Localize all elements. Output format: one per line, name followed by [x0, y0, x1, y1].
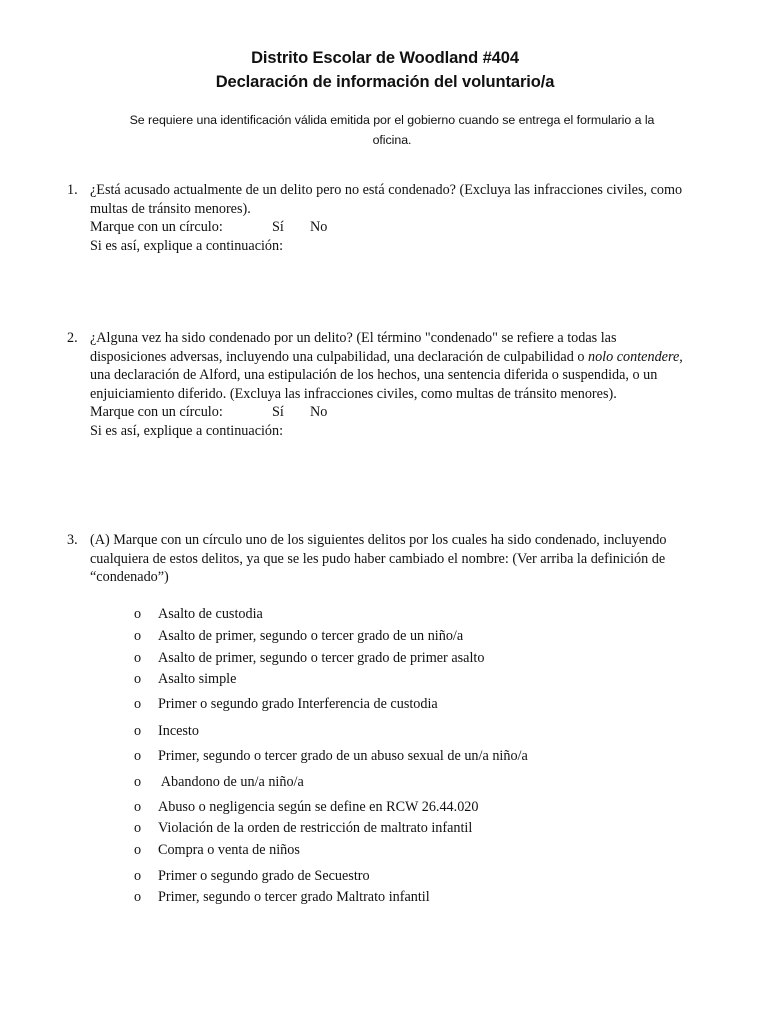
question-3-text-line-1: (A) Marque con un círculo uno de los siguientes delitos por los cuales ha sido condenado, incluyendo [90, 532, 667, 548]
bullet-o: o [134, 696, 142, 712]
question-2-explain-label: Si es así, explique a continuación: [90, 422, 284, 439]
offense-option[interactable] [134, 867, 370, 886]
question-1-circle-row [90, 218, 730, 237]
bullet-o: o [134, 868, 142, 884]
id-requirement-note [90, 111, 694, 150]
offense-option[interactable] [134, 670, 236, 689]
offense-option-label: Abuso o negligencia según se define en RCW 26.44.020 [158, 799, 479, 815]
offense-option-label: Incesto [158, 723, 199, 739]
question-2-yes-option[interactable]: Sí [272, 404, 284, 420]
bullet-o: o [134, 650, 142, 666]
question-1-no-option[interactable]: No [310, 219, 328, 235]
id-requirement-line-2: oficina. [372, 132, 412, 147]
question-2-no-option[interactable]: No [310, 404, 328, 420]
bullet-o: o [134, 820, 142, 836]
offense-option[interactable] [134, 747, 528, 766]
question-3 [90, 531, 730, 587]
question-1-circle-label: Marque con un círculo: [90, 219, 223, 235]
question-1-number: 1. [67, 182, 78, 198]
id-requirement-line-1: Se requiere una identificación válida emitida por el gobierno cuando se entrega el formulario a la [129, 113, 655, 127]
form-title-line-2: Declaración de información del voluntario/a [215, 73, 555, 91]
question-2-text-line-2-start: disposiciones adversas, incluyendo una culpabilidad, una declaración de culpabilidad o [90, 348, 588, 365]
form-title-line-1: Distrito Escolar de Woodland #404 [251, 49, 519, 67]
nolo-contendere-term: nolo contendere [587, 348, 680, 365]
offense-option[interactable] [134, 841, 300, 860]
offense-option-label: Asalto de primer, segundo o tercer grado de un niño/a [158, 628, 464, 644]
question-2-number: 2. [67, 330, 78, 346]
offense-option[interactable] [134, 888, 430, 907]
question-2-circle-label: Marque con un círculo: [90, 404, 223, 420]
offense-option-label: Primer, segundo o tercer grado Maltrato infantil [158, 889, 430, 905]
question-1-yes-option[interactable]: Sí [272, 219, 284, 235]
offense-option[interactable] [134, 773, 304, 792]
offense-option[interactable] [134, 627, 463, 646]
question-2-text-line-3: una declaración de Alford, una estipulación de los hechos, una sentencia diferida o suspendida, o un [90, 367, 658, 383]
question-3-number: 3. [67, 532, 78, 548]
question-3-text-line-3: “condenado”) [90, 569, 169, 585]
bullet-o: o [134, 774, 142, 790]
question-2-text-line-4: enjuiciamiento diferido. (Excluya las infracciones civiles, como multas de tránsito menores). [90, 385, 617, 402]
offense-option[interactable] [134, 722, 199, 741]
question-2-circle-row [90, 403, 730, 422]
bullet-o: o [134, 606, 142, 622]
offense-option[interactable] [134, 695, 438, 714]
offense-option-label: Abandono de un/a niño/a [158, 774, 304, 790]
offense-option[interactable] [134, 649, 484, 668]
question-1-text-line-1: ¿Está acusado actualmente de un delito pero no está condenado? (Excluya las infracciones civiles, como [90, 182, 683, 198]
bullet-o: o [134, 799, 142, 815]
bullet-o: o [134, 723, 142, 739]
question-2-text-line-2 [90, 348, 730, 367]
offense-option-label: Asalto de custodia [158, 606, 263, 622]
question-2 [90, 329, 730, 440]
offense-option-label: Primer, segundo o tercer grado de un abuso sexual de un/a niño/a [158, 748, 528, 764]
bullet-o: o [134, 842, 142, 858]
offense-option-label: Primer o segundo grado de Secuestro [158, 868, 370, 884]
bullet-o: o [134, 628, 142, 644]
offense-option-label: Asalto simple [158, 671, 237, 687]
offense-option[interactable] [134, 605, 263, 624]
question-1 [90, 181, 730, 255]
offense-option-label: Primer o segundo grado Interferencia de custodia [158, 696, 438, 712]
offense-option-label: Asalto de primer, segundo o tercer grado de primer asalto [158, 650, 485, 666]
bullet-o: o [134, 748, 142, 764]
question-3-text-line-2: cualquiera de estos delitos, ya que se les pudo haber cambiado el nombre: (Ver arriba la definición de [90, 550, 666, 567]
offense-option[interactable] [134, 798, 478, 817]
question-1-explain-label: Si es así, explique a continuación: [90, 237, 284, 254]
question-2-text-line-2-end: , [679, 348, 683, 365]
question-1-text-line-2: multas de tránsito menores). [90, 200, 251, 217]
offense-option-label: Compra o venta de niños [158, 842, 300, 858]
bullet-o: o [134, 671, 142, 687]
offense-option[interactable] [134, 819, 472, 838]
bullet-o: o [134, 889, 142, 905]
question-2-text-line-1: ¿Alguna vez ha sido condenado por un delito? (El término "condenado" se refiere a todas las [90, 330, 617, 346]
offense-option-label: Violación de la orden de restricción de maltrato infantil [158, 820, 473, 836]
